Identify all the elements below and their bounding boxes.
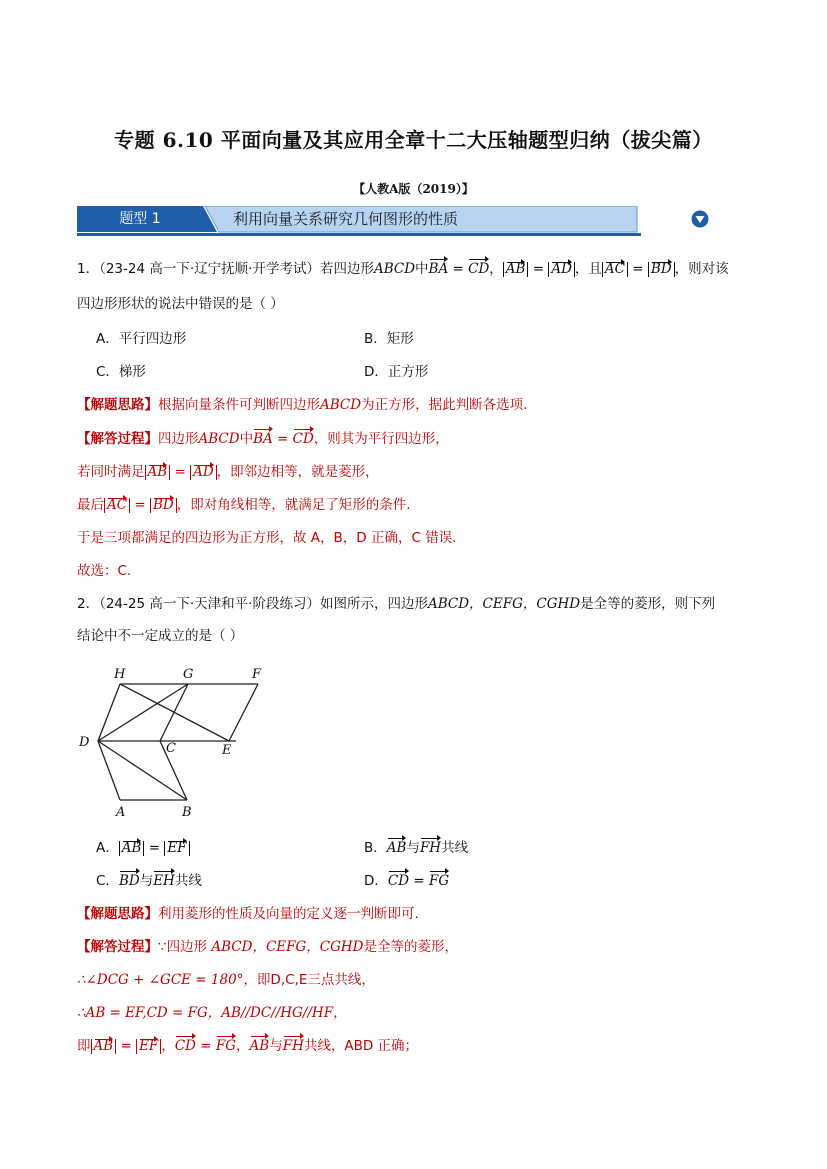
process-text: 最后	[77, 497, 104, 513]
q1-source: （23-24 高一下·辽宁抚顺·开学考试）若四边形	[99, 261, 374, 277]
q1-text: ，且	[574, 261, 602, 277]
vector-ef: EF	[167, 840, 187, 856]
equals: =	[116, 1038, 137, 1054]
q2-names: ABCD，CEFG，CGHD	[211, 939, 364, 955]
section-topic: 利用向量关系研究几何图形的性质	[233, 210, 459, 228]
abs-ad	[190, 465, 217, 480]
equals: =	[448, 261, 469, 277]
abs-ab	[91, 1039, 117, 1054]
process-text: 是全等的菱形，	[363, 939, 459, 955]
vector-cd: CD	[387, 873, 410, 889]
label-c: C	[166, 741, 176, 756]
equals: =	[409, 873, 429, 889]
equals: =	[130, 497, 150, 513]
option-text: 共线	[174, 873, 202, 889]
idea-text: 为正方形，据此判断各选项.	[361, 397, 528, 413]
q2-process-4	[77, 1036, 418, 1056]
q1-abcd: ABCD	[373, 261, 416, 277]
process-text: 中	[239, 431, 254, 447]
vector-ac: AC	[604, 261, 626, 277]
idea-text: 根据向量条件可判断四边形	[158, 397, 320, 413]
option-letter: A．	[96, 840, 119, 856]
vector-bd: BD	[650, 261, 672, 277]
option-letter: D．	[364, 873, 388, 889]
q2-number: 2．	[77, 596, 100, 612]
q2-source: （24-25 高一下·天津和平·阶段练习）如图所示，四边形	[99, 596, 428, 612]
q1-process-2	[77, 462, 379, 482]
process-label: 【解答过程】	[77, 939, 158, 955]
process-text: 即D,C,E三点共线，	[256, 972, 375, 988]
label-f: F	[252, 667, 262, 682]
angle-equation: ∴∠DCG + ∠GCE = 180°，	[77, 972, 257, 988]
equals: =	[272, 431, 293, 447]
document-title: 专题 6.10 平面向量及其应用全章十二大压轴题型归纳（拔尖篇）	[114, 128, 713, 152]
q2-idea	[77, 904, 419, 924]
q2-stem-line1	[77, 594, 715, 614]
vector-ab: AB	[121, 840, 142, 856]
q2-option-c[interactable]	[96, 871, 202, 891]
label-d: D	[79, 735, 90, 750]
option-text: 与	[406, 840, 420, 856]
abs-ab	[145, 465, 171, 480]
idea-abcd: ABCD	[320, 397, 362, 413]
vector-fh: FH	[282, 1038, 304, 1054]
vector-ad: AD	[193, 464, 214, 480]
q2-option-a[interactable]	[96, 838, 190, 858]
abs-ef	[136, 1039, 161, 1054]
q1-answer: 故选：C.	[77, 563, 132, 579]
abs-ac	[104, 498, 130, 513]
equals: =	[144, 840, 165, 856]
equals: =	[628, 261, 648, 277]
option-text: 与	[139, 873, 154, 889]
q2-text: 是全等的菱形，则下列	[580, 596, 716, 612]
q1-option-a[interactable]: A．平行四边形	[96, 331, 187, 347]
process-text: ，即对角线相等，就满足了矩形的条件.	[176, 497, 411, 513]
process-text: ∵四边形	[158, 939, 212, 955]
process-text: ，则其为平行四边形，	[313, 431, 449, 447]
label-b: B	[182, 805, 192, 820]
vector-ac: AC	[107, 497, 128, 513]
abs-ab	[503, 262, 529, 277]
rhombus-figure	[70, 658, 300, 823]
abs-bd	[150, 498, 177, 513]
down-triangle-icon[interactable]	[691, 210, 709, 228]
q2-names: ABCD，CEFG，CGHD	[427, 596, 581, 612]
vector-cd: CD	[468, 261, 490, 277]
q1-stem-line1	[77, 259, 729, 279]
option-letter: B．	[364, 840, 387, 856]
process-text: ，	[236, 1038, 250, 1054]
q1-idea	[77, 395, 527, 415]
option-text: 共线	[441, 840, 469, 856]
vector-bd: BD	[153, 497, 174, 513]
abs-ac	[602, 262, 628, 277]
vector-ef: EF	[139, 1038, 159, 1054]
vector-ab: AB	[386, 840, 407, 856]
q2-stem-line2: 结论中不一定成立的是（ ）	[77, 628, 244, 644]
label-e: E	[222, 743, 232, 758]
process-text: ，即邻边相等，就是菱形，	[216, 464, 379, 480]
vector-fg: FG	[215, 1038, 237, 1054]
q1-process-4: 于是三项都满足的四边形为正方形，故 A，B，D 正确，C 错误.	[77, 530, 457, 546]
abs-ab	[119, 841, 145, 856]
q1-text: ，则对该	[674, 261, 729, 277]
q1-option-c[interactable]: C．梯形	[96, 364, 146, 380]
q1-text: 中	[415, 261, 429, 277]
idea-label: 【解题思路】	[77, 397, 158, 413]
q2-option-b[interactable]	[364, 838, 468, 858]
option-letter: C．	[96, 873, 119, 889]
vector-ab: AB	[147, 464, 168, 480]
q2-option-d[interactable]	[364, 871, 449, 891]
vector-ba: BA	[253, 431, 273, 447]
process-text: 共线，ABD 正确；	[303, 1038, 419, 1054]
vector-ba: BA	[428, 261, 449, 277]
process-text: 与	[269, 1038, 283, 1054]
vector-bd: BD	[118, 873, 140, 889]
vector-fg: FG	[428, 873, 450, 889]
equals: =	[528, 261, 549, 277]
process-text: 若同时满足	[77, 464, 145, 480]
process-text: 四边形	[158, 431, 199, 447]
document-subtitle: 【人教A版（2019）】	[353, 182, 474, 196]
abs-ad	[548, 262, 575, 277]
q1-option-b[interactable]: B．矩形	[364, 331, 414, 347]
vector-fh: FH	[419, 840, 442, 856]
idea-label: 【解题思路】	[77, 906, 158, 922]
vector-cd: CD	[174, 1038, 196, 1054]
process-text: ，	[161, 1038, 175, 1054]
vector-ab: AB	[249, 1038, 270, 1054]
label-a: A	[116, 805, 126, 820]
vector-cd: CD	[292, 431, 314, 447]
equals: =	[170, 464, 191, 480]
vector-eh: EH	[153, 873, 175, 889]
q2-process-3: ∴AB = EF,CD = FG，AB//DC//HG//HF，	[77, 1005, 347, 1021]
vector-ab: AB	[93, 1038, 114, 1054]
idea-text: 利用菱形的性质及向量的定义逐一判断即可.	[158, 906, 419, 922]
process-abcd: ABCD	[198, 431, 240, 447]
q1-process-1	[77, 429, 449, 449]
process-text: 即	[77, 1038, 91, 1054]
comma: ，	[489, 261, 503, 277]
q2-process-1	[77, 937, 458, 957]
label-g: G	[183, 667, 194, 682]
vector-ab: AB	[505, 261, 526, 277]
abs-ef	[164, 841, 189, 856]
q2-process-2	[77, 970, 375, 990]
section-banner	[77, 206, 641, 236]
q1-stem-line2: 四边形形状的说法中错误的是（ ）	[77, 296, 284, 312]
vector-ad: AD	[551, 261, 572, 277]
label-h: H	[114, 667, 126, 682]
q1-option-d[interactable]: D．正方形	[364, 364, 429, 380]
process-label: 【解答过程】	[77, 431, 158, 447]
q1-process-3	[77, 495, 411, 515]
section-tag: 题型 1	[119, 211, 161, 227]
abs-bd	[648, 262, 675, 277]
q1-number: 1．	[77, 261, 100, 277]
equals: =	[195, 1038, 216, 1054]
